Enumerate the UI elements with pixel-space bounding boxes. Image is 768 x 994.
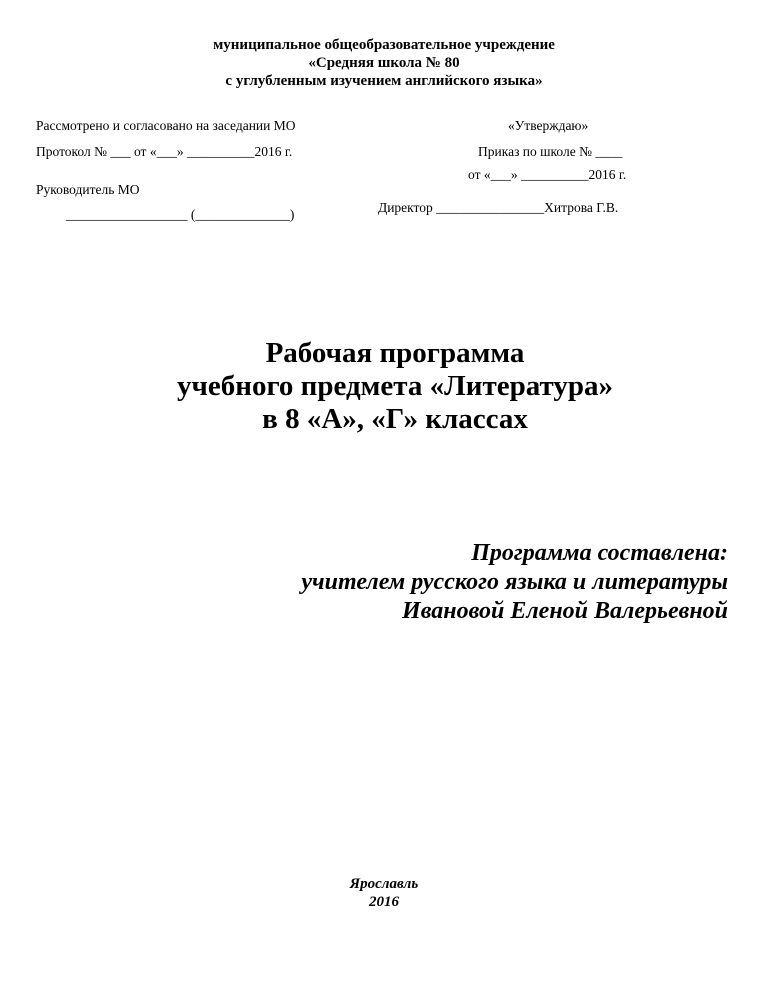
author-heading: Программа составлена: (471, 540, 728, 566)
document-classes: в 8 «А», «Г» классах (262, 403, 528, 435)
city: Ярославль (349, 876, 419, 892)
order-date-line: от «___» __________2016 г. (468, 167, 627, 182)
head-label: Руководитель МО (36, 182, 140, 197)
school-specialization: с углубленным изучением английского языка» (225, 73, 543, 89)
order-line: Приказ по школе № ____ (478, 144, 623, 159)
director-line: Директор ________________Хитрова Г.В. (378, 200, 619, 215)
year: 2016 (369, 894, 399, 910)
school-type: муниципальное общеобразовательное учреждение (213, 37, 555, 53)
document-title: Рабочая программа (265, 337, 525, 369)
document-subject: учебного предмета «Литература» (177, 370, 613, 402)
protocol-line: Протокол № ___ от «___» __________2016 г. (36, 144, 293, 159)
author-position: учителем русского языка и литературы (301, 569, 728, 595)
author-name: Ивановой Еленой Валерьевной (402, 598, 728, 624)
school-name: «Средняя школа № 80 (308, 55, 460, 71)
head-signature-line: __________________ (______________) (66, 207, 295, 222)
considered-text: Рассмотрено и согласовано на заседании МО (36, 118, 296, 133)
approve-text: «Утверждаю» (508, 118, 589, 133)
